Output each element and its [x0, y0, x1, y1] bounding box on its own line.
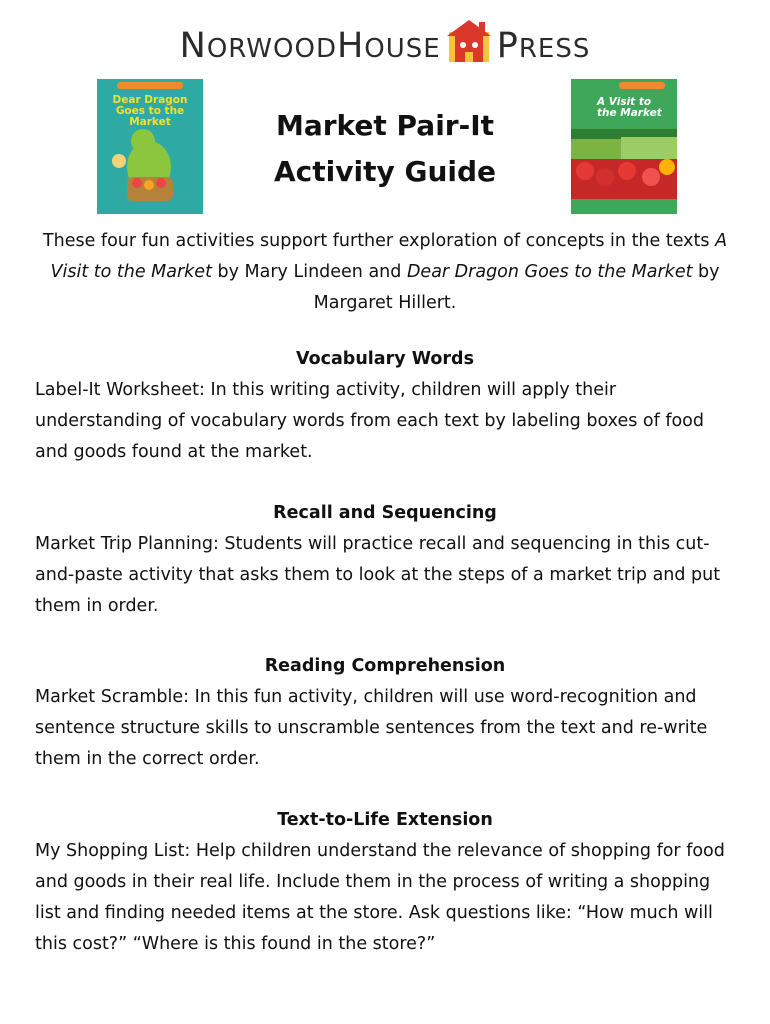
dragon-illustration [97, 79, 203, 214]
section-recall [35, 498, 735, 622]
section-vocabulary [35, 344, 735, 468]
section-heading: Recall and Sequencing [273, 503, 497, 523]
section-body: Market Trip Planning: Students will practice recall and sequencing in this cut-and-paste activity that asks them to look at the steps of a market trip and put them in order. [35, 534, 721, 616]
intro-paragraph [30, 226, 740, 319]
section-body: My Shopping List: Help children understand the relevance of shopping for food and goods in their real life. Include them in the process of writing a shopping list and finding needed items at the store. Ask questions like: “How much will this cost?” “Where is this found in the store?” [35, 841, 725, 954]
page-title [220, 103, 550, 195]
title-line-1: Market Pair-It [275, 109, 495, 142]
section-extension [35, 805, 735, 960]
title-line-2: Activity Guide [273, 155, 497, 188]
section-heading: Vocabulary Words [296, 349, 474, 369]
intro-text: These four fun activities support further exploration of concepts in the texts [42, 231, 716, 251]
house-logo-icon [447, 18, 491, 64]
logo-text-press: PRESS [496, 26, 591, 66]
logo-text-norwood: NORWOODHOUSE [179, 26, 441, 66]
section-heading: Reading Comprehension [264, 656, 506, 676]
cover-title-visit-market: A Visit to the Market [597, 96, 662, 119]
book-cover-dear-dragon [97, 79, 203, 214]
section-body: Label-It Worksheet: In this writing activity, children will apply their understanding of vocabulary words from each text by labeling boxes of food and goods found at the market. [35, 380, 704, 462]
intro-text: by Margaret Hillert. [313, 262, 720, 313]
publisher-logo [0, 18, 770, 64]
cover-title-dear-dragon: Dear Dragon Goes to the Market [112, 94, 188, 128]
book-title-visit-market: A Visit to the Market [50, 231, 728, 282]
section-heading: Text-to-Life Extension [277, 810, 493, 830]
book-cover-visit-market [571, 79, 677, 214]
section-body: Market Scramble: In this fun activity, children will use word-recognition and sentence structure skills to unscramble sentences from the text and re-write them in the correct order. [35, 687, 708, 769]
book-title-dear-dragon: Dear Dragon Goes to the Market [406, 262, 693, 282]
intro-text: by Mary Lindeen and [211, 262, 407, 282]
section-reading [35, 651, 735, 775]
produce-photo [571, 79, 677, 214]
